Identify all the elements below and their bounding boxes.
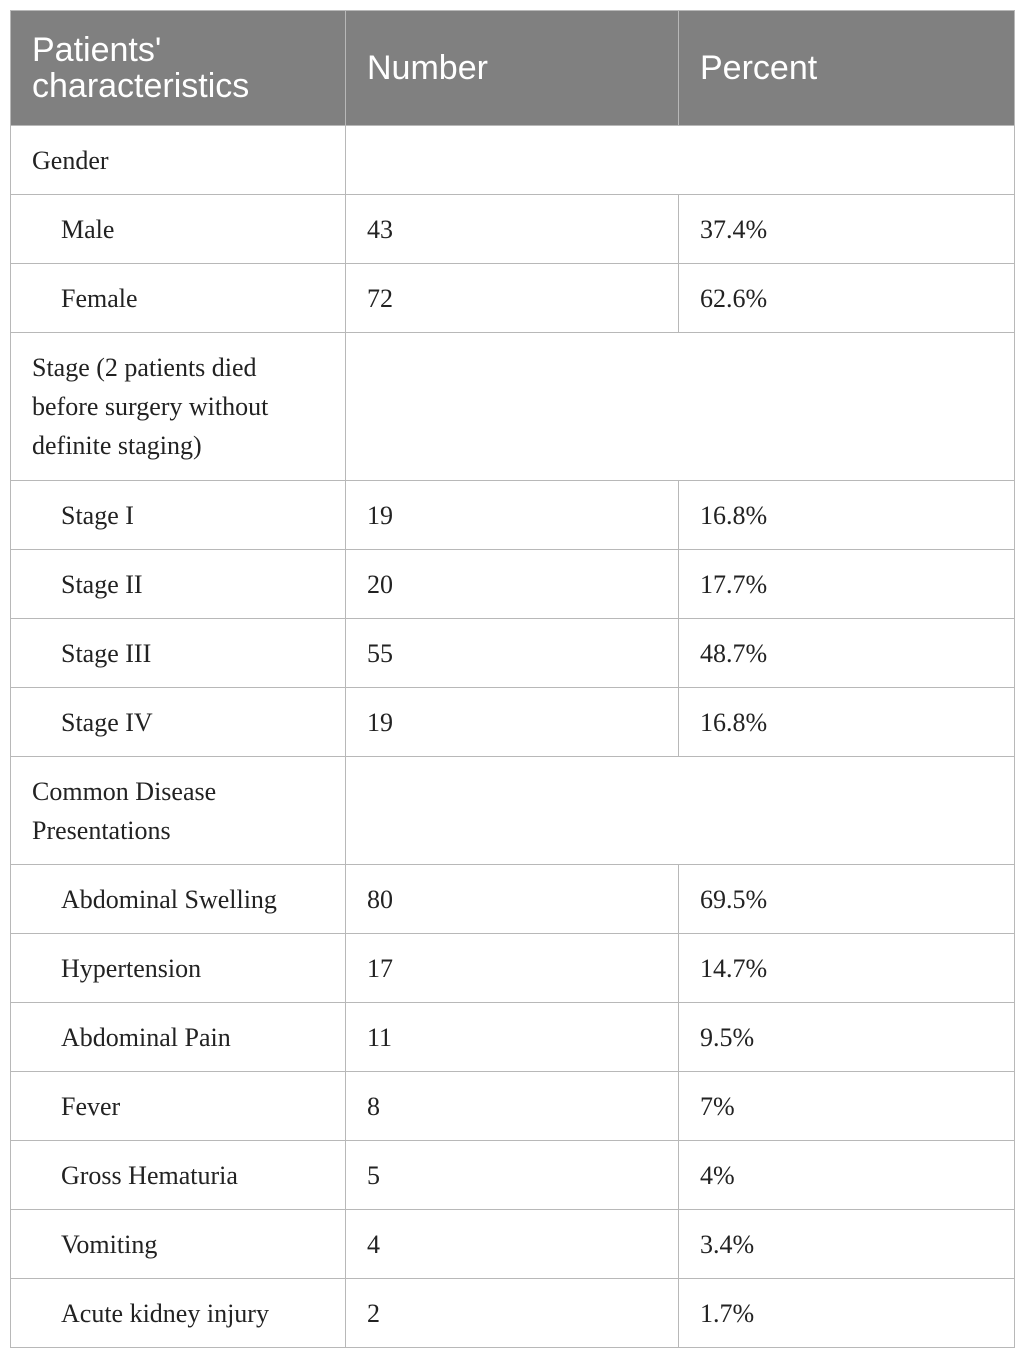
table-row: [11, 619, 1015, 688]
row-label: Stage II: [11, 550, 346, 619]
row-percent: 37.4%: [679, 195, 1015, 264]
row-number: 17: [346, 934, 679, 1003]
row-percent: 7%: [679, 1072, 1015, 1141]
row-label: Abdominal Pain: [11, 1003, 346, 1072]
row-percent: 4%: [679, 1141, 1015, 1210]
row-label: Gross Hematuria: [11, 1141, 346, 1210]
group-label: Common Disease Presentations: [11, 757, 346, 865]
table-row: [11, 1210, 1015, 1279]
table-row: [11, 264, 1015, 333]
table-header: [11, 11, 1015, 126]
table-row: [11, 1279, 1015, 1348]
row-percent: 9.5%: [679, 1003, 1015, 1072]
group-row-stage: [11, 333, 1015, 481]
header-characteristics: Patients' characteristics: [11, 11, 346, 126]
group-row-presentations: [11, 757, 1015, 865]
row-number: 19: [346, 688, 679, 757]
header-percent: Percent: [679, 11, 1015, 126]
row-number: 2: [346, 1279, 679, 1348]
group-empty-cell: [346, 126, 1015, 195]
table-row: [11, 1072, 1015, 1141]
row-percent: 3.4%: [679, 1210, 1015, 1279]
row-percent: 16.8%: [679, 688, 1015, 757]
row-label: Vomiting: [11, 1210, 346, 1279]
row-number: 4: [346, 1210, 679, 1279]
row-number: 20: [346, 550, 679, 619]
table-row: [11, 1003, 1015, 1072]
group-empty-cell: [346, 757, 1015, 865]
row-percent: 62.6%: [679, 264, 1015, 333]
row-label: Female: [11, 264, 346, 333]
row-percent: 14.7%: [679, 934, 1015, 1003]
row-label: Stage IV: [11, 688, 346, 757]
row-number: 11: [346, 1003, 679, 1072]
row-percent: 69.5%: [679, 865, 1015, 934]
row-label: Abdominal Swelling: [11, 865, 346, 934]
group-label: Stage (2 patients died before surgery without definite staging): [11, 333, 346, 481]
group-row-gender: [11, 126, 1015, 195]
group-label: Gender: [11, 126, 346, 195]
table-body: [11, 126, 1015, 1348]
row-label: Male: [11, 195, 346, 264]
table-row: [11, 1141, 1015, 1210]
table-row: [11, 688, 1015, 757]
row-percent: 1.7%: [679, 1279, 1015, 1348]
row-label: Stage III: [11, 619, 346, 688]
group-empty-cell: [346, 333, 1015, 481]
row-percent: 17.7%: [679, 550, 1015, 619]
header-number: Number: [346, 11, 679, 126]
row-number: 5: [346, 1141, 679, 1210]
row-number: 80: [346, 865, 679, 934]
row-label: Stage I: [11, 481, 346, 550]
row-label: Hypertension: [11, 934, 346, 1003]
row-percent: 16.8%: [679, 481, 1015, 550]
table-row: [11, 865, 1015, 934]
table-row: [11, 934, 1015, 1003]
row-number: 8: [346, 1072, 679, 1141]
row-number: 72: [346, 264, 679, 333]
header-row: [11, 11, 1015, 126]
row-label: Fever: [11, 1072, 346, 1141]
row-percent: 48.7%: [679, 619, 1015, 688]
table-row: [11, 481, 1015, 550]
table-row: [11, 550, 1015, 619]
row-label: Acute kidney injury: [11, 1279, 346, 1348]
patient-characteristics-table: [10, 10, 1015, 1348]
table-row: [11, 195, 1015, 264]
row-number: 55: [346, 619, 679, 688]
row-number: 43: [346, 195, 679, 264]
row-number: 19: [346, 481, 679, 550]
